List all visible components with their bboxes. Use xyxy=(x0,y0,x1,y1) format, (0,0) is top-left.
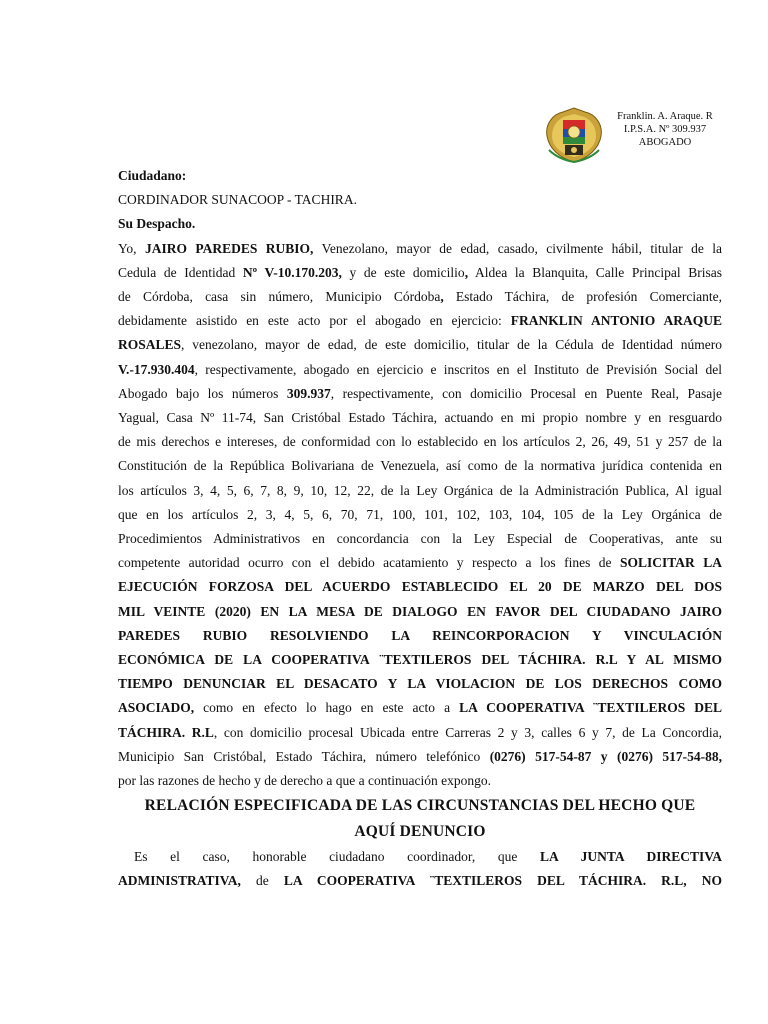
paragraph-line-13: Procedimientos Administrativos en concordancia con la Ley Especial de Cooperativas, ante su xyxy=(118,531,722,547)
paragraph-line-5: ROSALES, venezolano, mayor de edad, de este domicilio, titular de la Cédula de Identidad número xyxy=(118,337,722,353)
paragraph-line-19: TIEMPO DENUNCIAR EL DESACATO Y LA VIOLACION DE LOS DERECHOS COMO xyxy=(118,676,722,692)
lawyer-name: Franklin. A. Araque. R xyxy=(617,111,713,122)
paragraph-line-3: de Córdoba, casa sin número, Municipio Córdoba, Estado Táchira, de profesión Comerciante, xyxy=(118,289,722,305)
paragraph-line-14: competente autoridad ocurro con el debido acatamiento y respecto a los fines de SOLICITAR LA xyxy=(118,555,722,571)
paragraph-line-23: por las razones de hecho y de derecho a que a continuación expongo. xyxy=(118,773,491,789)
paragraph-line-11: los artículos 3, 4, 5, 6, 7, 8, 9, 10, 12, 22, de la Ley Orgánica de la Administración Publica, Al igual xyxy=(118,482,722,498)
paragraph-line-2: Cedula de Identidad Nº V-10.170.203, y de este domicilio, Aldea la Blanquita, Calle Principal Brisas xyxy=(118,264,722,280)
paragraph-line-20: ASOCIADO, como en efecto lo hago en este acto a LA COOPERATIVA ¨TEXTILEROS DEL xyxy=(118,700,722,716)
paragraph-line-12: que en los artículos 2, 3, 4, 5, 6, 70, 71, 100, 101, 102, 103, 104, 105 de la Ley Orgánica de xyxy=(118,506,722,522)
paragraph-line-9: de mis derechos e intereses, de conformidad con lo establecido en los artículos 2, 26, 49, 51 y 257 de la xyxy=(118,434,722,450)
closing-line-1: Es el caso, honorable ciudadano coordinador, que LA JUNTA DIRECTIVA xyxy=(134,849,722,865)
ipsa-number: I.P.S.A. Nº 309.937 xyxy=(623,124,707,135)
law-emblem-icon xyxy=(543,106,605,164)
paragraph-line-16: MIL VEINTE (2020) EN LA MESA DE DIALOGO EN FAVOR DEL CIUDADANO JAIRO xyxy=(118,603,722,619)
paragraph-line-17: PAREDES RUBIO RESOLVIENDO LA REINCORPORACION Y VINCULACIÓN xyxy=(118,627,722,643)
paragraph-line-10: Constitución de la República Bolivariana de Venezuela, así como de la normativa jurídica contenida en xyxy=(118,458,722,474)
lawyer-title: ABOGADO xyxy=(638,137,692,148)
letterhead xyxy=(543,106,743,166)
recipient: CORDINADOR SUNACOOP - TACHIRA. xyxy=(118,192,357,208)
paragraph-line-8: Yagual, Casa Nº 11-74, San Cristóbal Estado Táchira, actuando en mi propio nombre y en resguardo xyxy=(118,410,722,426)
paragraph-line-15: EJECUCIÓN FORZOSA DEL ACUERDO ESTABLECIDO EL 20 DE MARZO DEL DOS xyxy=(118,579,722,595)
paragraph-line-22: Municipio San Cristóbal, Estado Táchira, número telefónico (0276) 517-54-87 y (0276) 517-54-88, xyxy=(118,748,722,764)
paragraph-line-18: ECONÓMICA DE LA COOPERATIVA ¨TEXTILEROS DEL TÁCHIRA. R.L Y AL MISMO xyxy=(118,652,722,668)
paragraph-line-6: V.-17.930.404, respectivamente, abogado en ejercicio e inscritos en el Instituto de Previsión Social del xyxy=(118,361,722,377)
paragraph-line-4: debidamente asistido en este acto por el abogado en ejercicio: FRANKLIN ANTONIO ARAQUE xyxy=(118,313,723,329)
section-title-line-1: RELACIÓN ESPECIFICADA DE LAS CIRCUNSTANCIAS DEL HECHO QUE xyxy=(144,797,696,815)
salutation: Ciudadano: xyxy=(118,168,187,183)
paragraph-line-7: Abogado bajo los números 309.937, respectivamente, con domicilio Procesal en Puente Real, Pasaje xyxy=(118,385,722,401)
section-title-line-2: AQUÍ DENUNCIO xyxy=(354,823,486,841)
letterhead-text xyxy=(603,110,727,149)
office-line: Su Despacho. xyxy=(118,216,196,232)
closing-line-2: ADMINISTRATIVA, de LA COOPERATIVA ¨TEXTILEROS DEL TÁCHIRA. R.L, NO xyxy=(118,873,722,889)
paragraph-line-21: TÁCHIRA. R.L, con domicilio procesal Ubicada entre Carreras 2 y 3, calles 6 y 7, de La Concordia, xyxy=(118,724,722,740)
letter-body xyxy=(118,164,722,894)
paragraph-line-1: Yo, JAIRO PAREDES RUBIO, Venezolano, mayor de edad, casado, civilmente hábil, titular de la xyxy=(118,240,722,256)
